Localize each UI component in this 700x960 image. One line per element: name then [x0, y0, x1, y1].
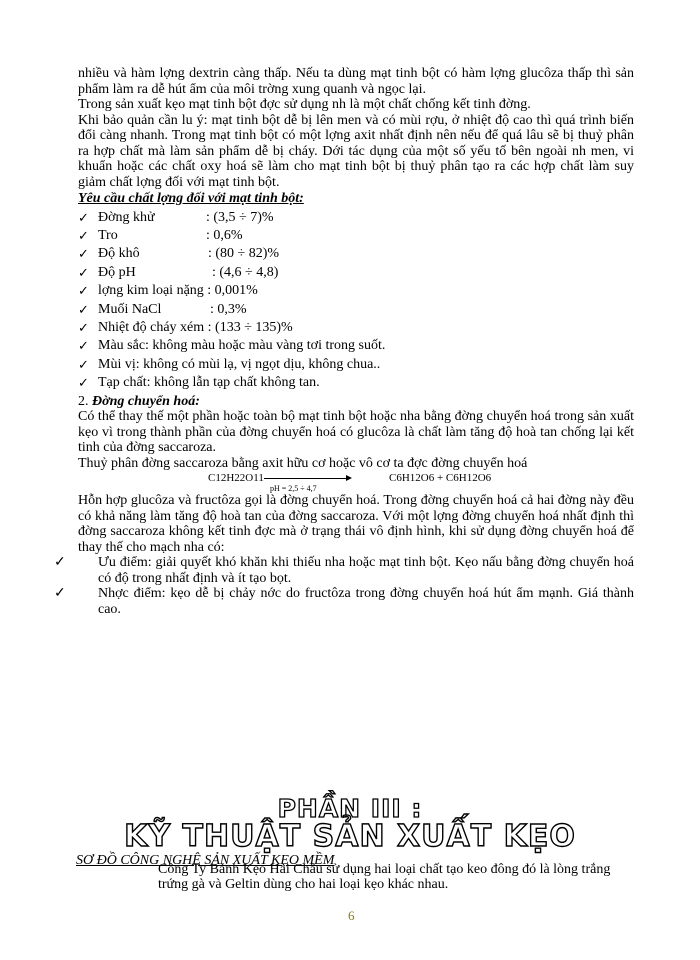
- flow-diagram-title: SƠ ĐỒ CÔNG NGHỆ SẢN XUẤT KẸO MỀM: [76, 853, 335, 868]
- paragraph-intro-continued: nhiều và hàm lợng dextrin càng thấp. Nếu ta dùng mạt tinh bột có hàm lợng glucôza thấp thì sản phẩm làm ra dễ hút ẩm của môi trờng xung quanh và ngọc lại.: [78, 66, 634, 97]
- req-label: Đờng khử: [98, 209, 155, 225]
- check-icon: ✓: [78, 301, 89, 317]
- check-icon: ✓: [78, 264, 89, 280]
- list-item: [78, 319, 634, 337]
- document-body: [54, 66, 634, 617]
- requirements-list: [78, 209, 634, 393]
- req-value: : 0,001%: [207, 283, 258, 299]
- list-item: [78, 264, 634, 282]
- part-title: KỸ THUẬT SẢN XUẤT KẸO: [124, 819, 576, 854]
- check-icon: ✓: [78, 319, 89, 335]
- check-icon: ✓: [78, 246, 89, 262]
- list-item: [78, 374, 634, 392]
- equation-products: C6H12O6 + C6H12O6: [389, 472, 492, 485]
- req-value: : (80 ÷ 82)%: [208, 246, 280, 262]
- disadvantage-text: Nhợc điểm: kẹo dễ bị chảy nớc do fructôza trong đờng chuyển hoá hút ẩm mạnh. Giá thành cao.: [98, 586, 634, 617]
- part-label: PHẦN III :: [277, 794, 423, 823]
- req-label: Độ pH: [98, 264, 136, 280]
- req-value: : (4,6 ÷ 4,8): [212, 264, 279, 280]
- req-label: Nhiệt độ cháy xém: [98, 319, 205, 335]
- req-label: Độ khô: [98, 246, 140, 262]
- req-value: : 0,3%: [210, 301, 247, 317]
- part-heading: [0, 796, 700, 852]
- req-value: : 0,6%: [206, 227, 243, 243]
- paragraph-hydrolysis: Thuỷ phân đờng saccaroza bằng axit hữu cơ hoặc vô cơ ta đợc đờng chuyển hoá: [78, 455, 528, 471]
- req-label: Muối NaCl: [98, 301, 162, 317]
- section-heading: [78, 394, 634, 410]
- req-label: Tạp chất: không lẫn tạp chất không tan.: [98, 375, 320, 391]
- advantage-text: Ưu điểm: giải quyết khó khăn khi thiếu nha hoặc mạt tinh bột. Kẹo nấu bằng đờng chuyển hoá có độ trong nhất định và ít tạo bọt.: [98, 555, 634, 586]
- equation-condition: pH = 2,5 ÷ 4,7: [270, 484, 317, 494]
- page-number: 6: [348, 908, 355, 923]
- req-value: : (133 ÷ 135)%: [207, 319, 293, 335]
- advantage-item: [54, 555, 634, 586]
- list-item: [78, 282, 634, 300]
- req-label: Tro: [98, 227, 118, 243]
- check-icon: ✓: [78, 283, 89, 299]
- paragraph-usage: Trong sản xuất kẹo mạt tinh bột đợc sử dụng nh là một chất chống kết tinh đờng.: [78, 97, 531, 112]
- req-value: : (3,5 ÷ 7)%: [206, 209, 274, 225]
- section-title: Đờng chuyển hoá:: [92, 393, 200, 409]
- list-item: [78, 356, 634, 374]
- check-icon: ✓: [78, 209, 89, 225]
- paragraph-invert-sugar: Có thể thay thế một phần hoặc toàn bộ mạt tinh bột hoặc nha bằng đờng chuyển hoá trong sản xuất kẹo vì trong thành phần của đờng chuyển hoá có glucôza là chất làm tăng độ hoà tan chống lại kết tinh của đờng saccaroza.: [78, 409, 634, 456]
- list-item: [78, 209, 634, 227]
- check-icon: ✓: [78, 338, 89, 354]
- req-label: Mùi vị: không có mùi lạ, vị ngọt dịu, không chua..: [98, 356, 381, 372]
- req-label: lợng kim loại nặng: [98, 283, 204, 299]
- check-icon: ✓: [78, 375, 89, 391]
- list-item: [78, 301, 634, 319]
- disadvantage-item: [54, 586, 634, 617]
- equation-reactant: C12H22O11: [208, 472, 264, 485]
- chemical-equation: [78, 471, 634, 493]
- list-item: [78, 227, 634, 245]
- paragraph-company: Công Ty Bánh Kẹo Hải Châu sử dụng hai loại chất tạo keo đông đó là lòng trắng trứng gà và Geltin dùng cho hai loại kẹo khác nhau.: [158, 862, 611, 892]
- list-item: [78, 337, 634, 355]
- check-icon: ✓: [54, 555, 66, 571]
- arrow-right-icon: [264, 478, 350, 479]
- check-icon: ✓: [78, 227, 89, 243]
- requirements-heading: Yêu cầu chất lợng đối với mạt tinh bột:: [78, 191, 304, 206]
- req-label: Màu sắc: không màu hoặc màu vàng tơi trong suốt.: [98, 338, 386, 354]
- check-icon: ✓: [78, 356, 89, 372]
- check-icon: ✓: [54, 586, 66, 602]
- paragraph-storage: Khi bảo quản cần lu ý: mạt tinh bột dễ bị lên men và có mùi rợu, ở nhiệt độ cao thì quá trình biến đổi càng nhanh. Trong mạt tinh bột có một lợng axit nhất định nên nếu để quá lâu sẽ bị thuỷ phân ra hợp chất mà làm sản phẩm dễ bị cháy. Dới tác dụng của một số yếu tố bên ngoài nh men, vi khuẩn hoặc các chất oxy hoá sẽ làm cho mạt tinh bột bị thuỷ phân tạo ra các hợp chất làm suy giảm chất lợng đối với mạt tinh bột.: [78, 112, 634, 190]
- section-number: 2.: [78, 393, 89, 409]
- paragraph-mixture: Hỗn hợp glucôza và fructôza gọi là đờng chuyển hoá. Trong đờng chuyển hoá cả hai đờng này đều có khả năng làm tăng độ hoà tan của đờng saccaroza. Với một lợng đờng chuyển hoá nhất định thì đờng saccaroza không kết tinh đợc mà ở trạng thái vô định hình, khi sử dụng đờng chuyển hoá để thay thế cho mạch nha có:: [78, 493, 634, 555]
- list-item: [78, 245, 634, 263]
